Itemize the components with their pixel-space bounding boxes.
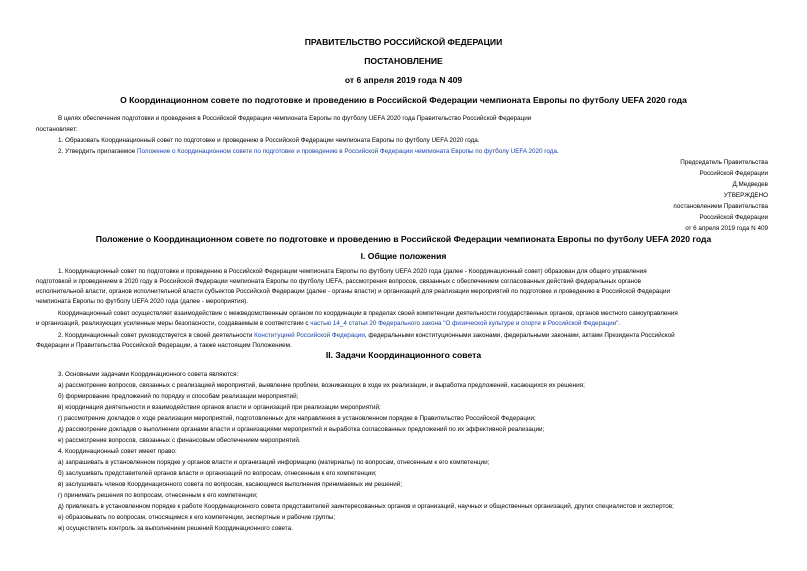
task-line: д) рассмотрение докладов о выполнении органами власти и организациями мероприятий и выработка согласованных предложений по их эффективной реализации; [58, 426, 545, 433]
section-1-paragraph-1-line-4: чемпионата Европы по футболу UEFA 2020 года (далее - мероприятия). [36, 298, 248, 305]
preamble-item-2-text: 2. Утвердить прилагаемое [58, 148, 137, 155]
approval-stamp: УТВЕРЖДЕНО [723, 192, 768, 199]
approval-line-2: Российской Федерации [699, 214, 768, 221]
section-1-paragraph-3-line-2: Федерации и Правительства Российской Федерации, а также настоящим Положением. [36, 342, 292, 349]
rights-line: б) заслушивать представителей органов власти и организаций по вопросам, отнесенным к его компетенции; [58, 470, 377, 477]
task-line: в) координация деятельности и взаимодействия органов власти и организаций при реализации мероприятий; [58, 404, 381, 411]
section-1-paragraph-1-line-2: подготовкой и проведением в 2020 году в Российской Федерации чемпионата Европы по футболу UEFA, рассмотрения вопросов, связанных с обеспечением согласованных действий федеральных органов [36, 278, 641, 285]
document-date: от 6 апреля 2019 года N 409 [344, 75, 463, 85]
p3-line-1-end: , федеральными конституционными законами, федеральными законами, актами Президента Российской [364, 332, 675, 339]
signature-line-2: Российской Федерации [699, 170, 768, 177]
rights-line: д) привлекать в установленном порядке к работе Координационного совета представителей заинтересованных органов и организаций, научных и общественных организаций, других специалистов и экспертов; [58, 503, 674, 510]
p1-line-1-text: 1. Координационный совет по подготовке и проведению в Российской Федерации чемпионата Европы по футболу UEFA 2020 года (далее - Координационный совет) образован для общего управления [58, 268, 647, 275]
section-2-heading: II. Задачи Координационного совета [325, 350, 482, 360]
p2-line-2-text: и организаций, реализующих усиленные меры безопасности, создаваемым в соответствии с [36, 320, 311, 327]
approval-date: от 6 апреля 2019 года N 409 [685, 225, 768, 232]
rights-line: е) образовывать по вопросам, относящимся к его компетенции, экспертные и рабочие группы; [58, 514, 336, 521]
federal-law-link[interactable]: частью 14_4 статьи 20 Федерального закона "О физической культуре и спорте в Российской Федерации" [310, 320, 619, 327]
preamble-item-2-end: . [556, 148, 559, 155]
preamble-item-1: 1. Образовать Координационный совет по подготовке и проведению в Российской Федерации чемпионата Европы по футболу UEFA 2020 года. [58, 137, 480, 144]
task-line: г) рассмотрение докладов о ходе реализации мероприятий, подготовленных для направления в установленном порядке в Правительство Российской Федерации; [58, 415, 536, 422]
section-1-paragraph-1-line-1 [36, 268, 772, 276]
task-line: б) формирование предложений по порядку и способам реализации мероприятий; [58, 393, 299, 400]
rights-line: в) заслушивать членов Координационного совета по вопросам, касающимся выполнения принимаемых им решений; [58, 481, 403, 488]
approval-line-1: постановлением Правительства [673, 203, 768, 210]
preamble-line-2: постановляет: [36, 126, 78, 133]
rights-line: а) запрашивать в установленном порядке у органов власти и организаций информацию (материалы) по вопросам, отнесенным к его компетенции; [58, 459, 490, 466]
section-1-paragraph-3-line-1 [58, 332, 675, 340]
rights-line: 4. Координационный совет имеет право: [58, 448, 177, 455]
preamble-line-1: В целях обеспечения подготовки и проведения в Российской Федерации чемпионата Европы по футболу UEFA 2020 года Правительство Российской Федерации [58, 115, 532, 122]
government-heading: ПРАВИТЕЛЬСТВО РОССИЙСКОЙ ФЕДЕРАЦИИ [304, 37, 503, 47]
constitution-link[interactable]: Конституцией Российской Федерации [254, 332, 365, 339]
p3-line-1-text: 2. Координационный совет руководствуется в своей деятельности [58, 332, 255, 339]
section-1-heading: I. Общие положения [360, 251, 447, 261]
task-line: е) рассмотрение вопросов, связанных с финансовым обеспечением мероприятий. [58, 437, 301, 444]
task-line: а) рассмотрение вопросов, связанных с реализацией мероприятий, выявление проблем, возникающих в ходе их реализации, и выработка предложений, касающихся их решения; [58, 382, 585, 389]
section-1-paragraph-1-line-3: исполнительной власти, органов исполнительной власти субъектов Российской Федерации (далее - органы власти) и организаций для реализации мероприятий по подготовке и проведению в Российской Федерации [36, 288, 671, 295]
rights-line: г) принимать решения по вопросам, отнесенным к его компетенции; [58, 492, 258, 499]
signature-line-1: Председатель Правительства [680, 159, 768, 166]
document-title: О Координационном совете по подготовке и проведению в Российской Федерации чемпионата Европы по футболу UEFA 2020 года [120, 95, 687, 105]
section-1-paragraph-2-line-2 [36, 320, 620, 328]
p2-line-2-end: . [618, 320, 621, 327]
rights-line: ж) осуществлять контроль за выполнением решений Координационного совета. [58, 525, 293, 532]
section-1-paragraph-2-line-1 [36, 310, 772, 318]
task-line: 3. Основными задачами Координационного совета являются: [58, 371, 239, 378]
regulation-link[interactable]: Положение о Координационном совете по подготовке и проведению в Российской Федерации чемпионата Европы по футболу UEFA 2020 года [136, 148, 557, 155]
document-type: ПОСТАНОВЛЕНИЕ [364, 56, 443, 66]
p2-line-1-text: Координационный совет осуществляет взаимодействие с межведомственным органом по координации в пределах своей компетенции деятельности государственных органов, органов местного самоуправления [58, 310, 678, 317]
preamble-item-2 [58, 148, 559, 156]
signature-name: Д.Медведев [732, 181, 768, 188]
regulation-title: Положение о Координационном совете по подготовке и проведению в Российской Федерации чемпионата Европы по футболу UEFA 2020 года [95, 234, 712, 244]
